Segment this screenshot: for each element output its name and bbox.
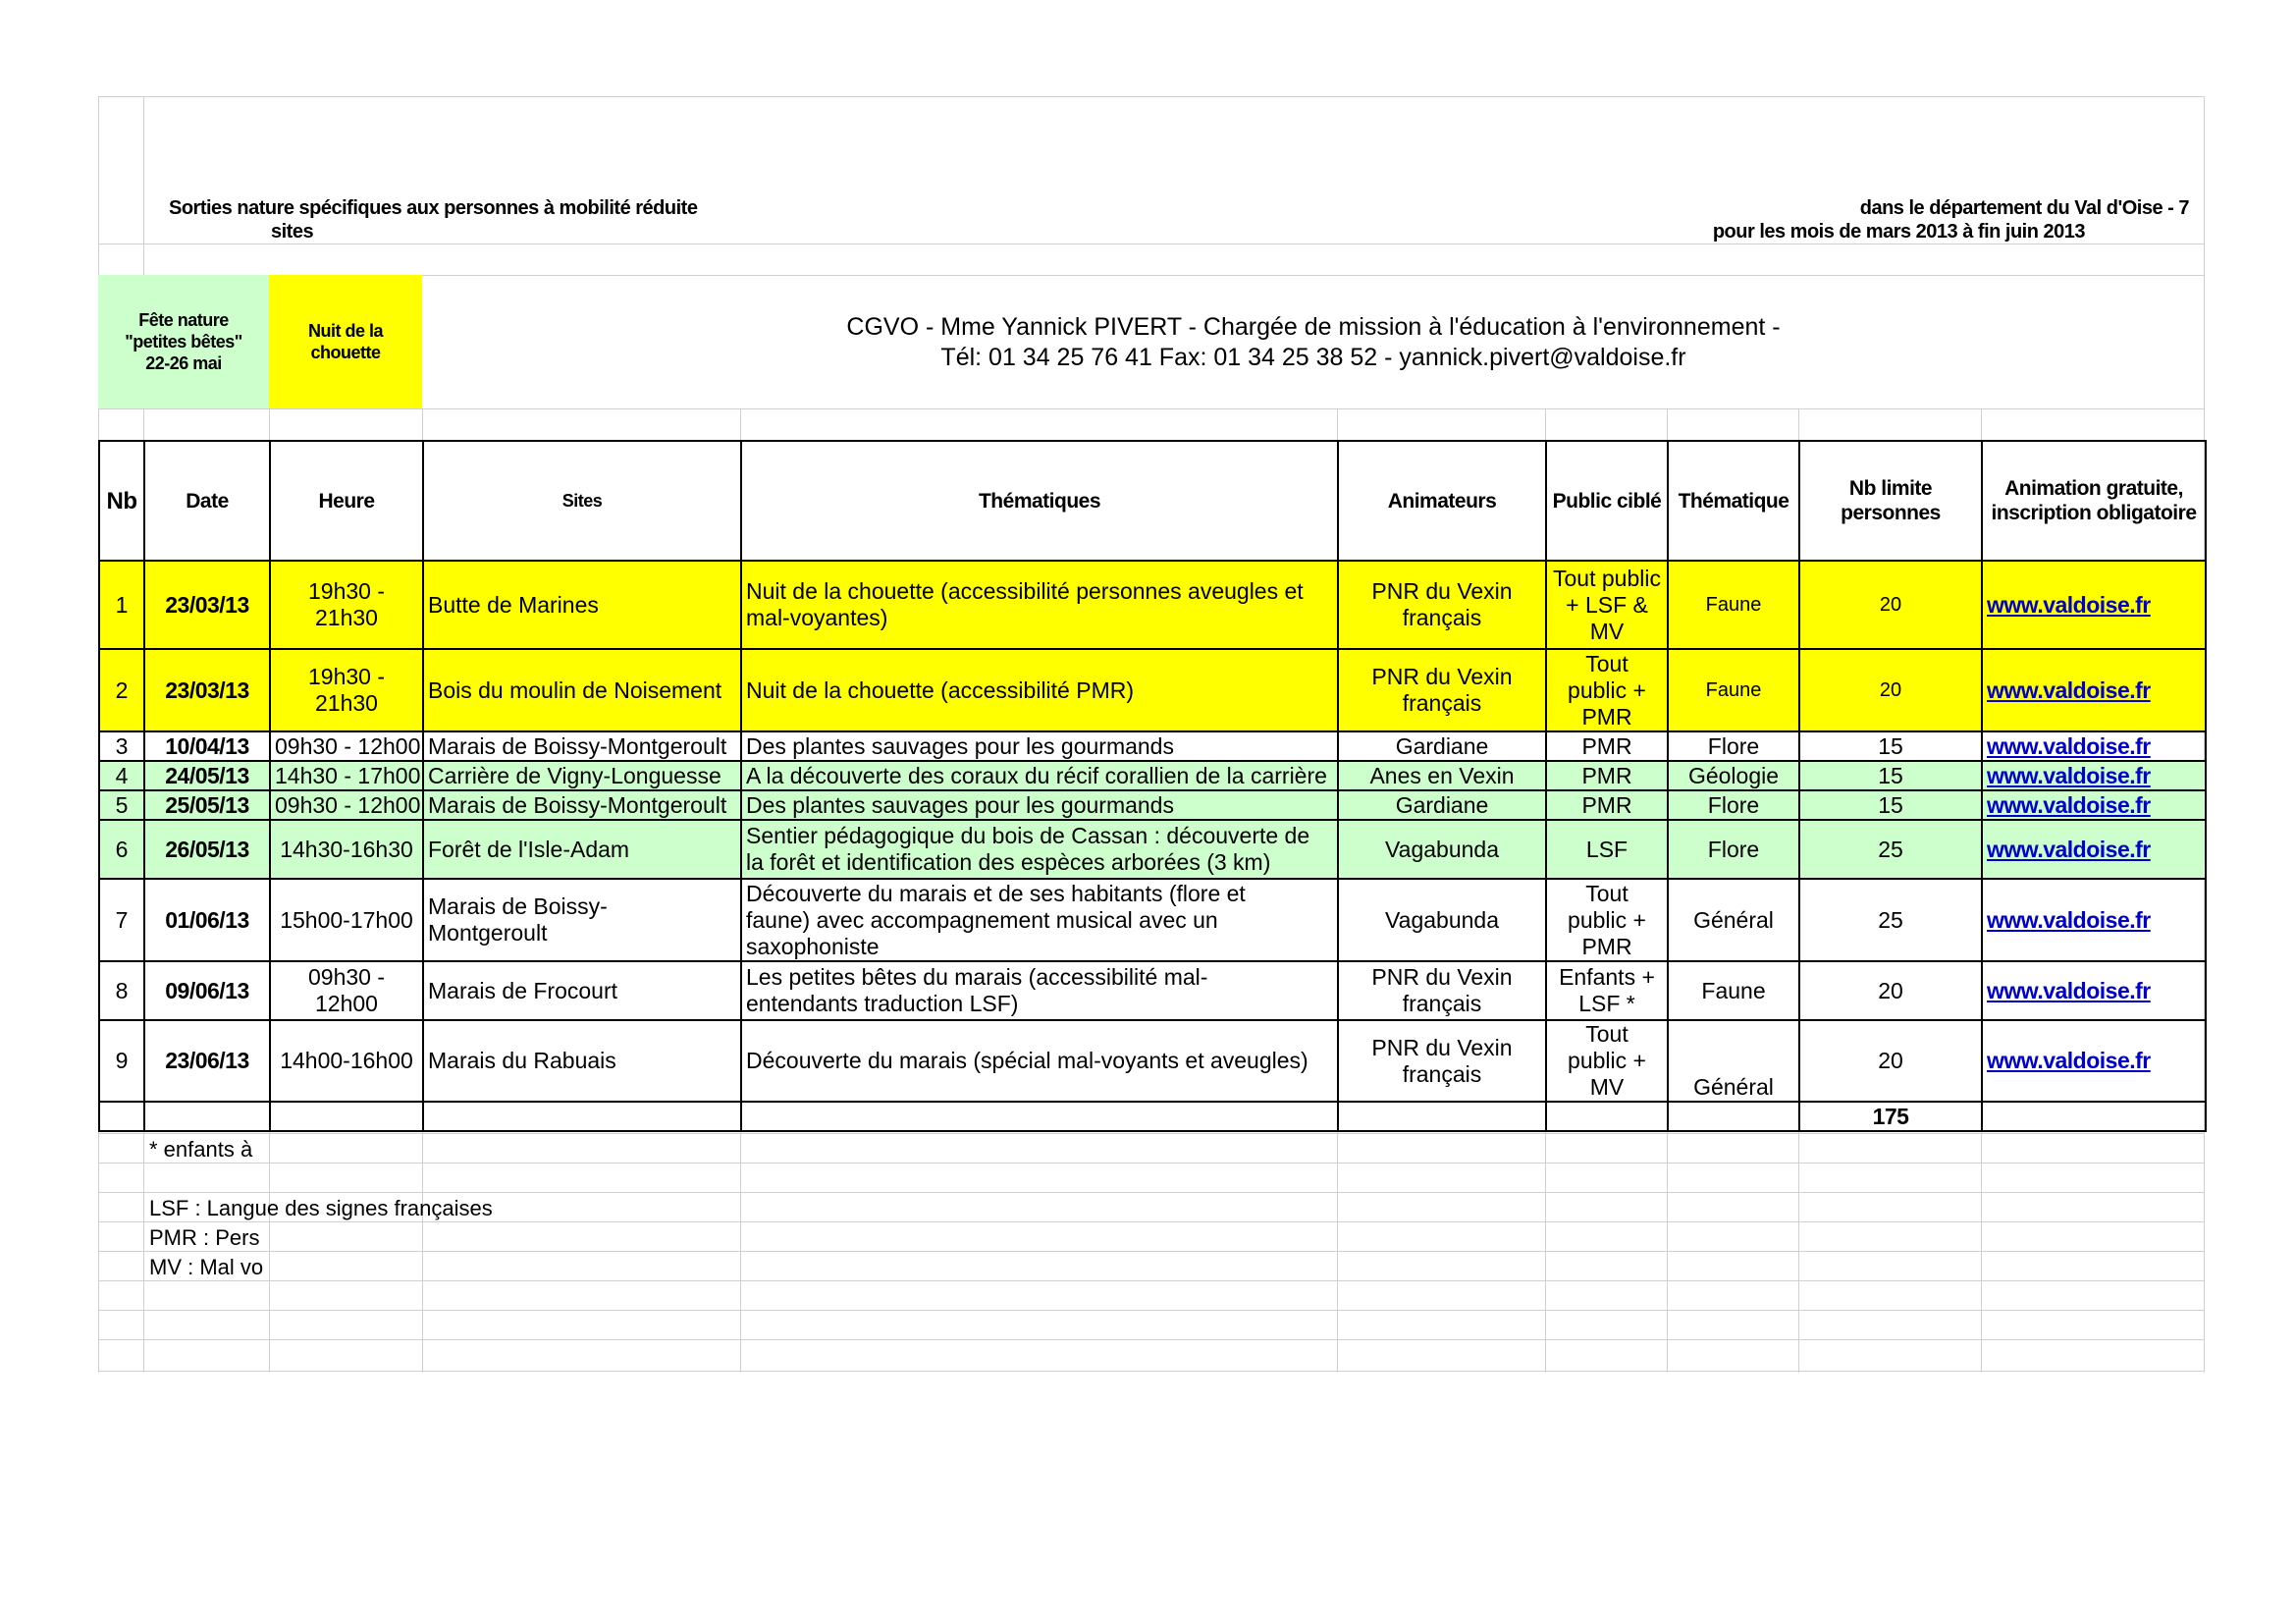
table-row: [99, 790, 2206, 820]
legend-nuit-chouette: Nuit de la chouette: [269, 275, 422, 408]
col-header-thematiques: Thématiques: [741, 441, 1338, 561]
valdoise-link[interactable]: www.valdoise.fr: [1987, 732, 2151, 759]
cell-thematique: Faune: [1668, 561, 1799, 649]
cell-public: Tout public + MV: [1546, 1020, 1668, 1102]
col-header-nb: Nb: [99, 441, 144, 561]
cell-public: Tout public + LSF & MV: [1546, 561, 1668, 649]
grid-line: [98, 1310, 2205, 1311]
cell-site: Marais de Frocourt: [423, 961, 741, 1020]
cell-thematiques: Les petites bêtes du marais (accessibilité mal-entendants traduction LSF): [741, 961, 1338, 1020]
cell-thematiques: Nuit de la chouette (accessibilité personnes aveugles et mal-voyantes): [741, 561, 1338, 649]
table-row: [99, 731, 2206, 761]
cell-empty: [1338, 1102, 1546, 1131]
outings-table: [98, 440, 2207, 1132]
cell-heure: 14h30-16h30: [270, 820, 423, 879]
grid-line: [98, 1339, 2205, 1340]
subtitle-line-1: dans le département du Val d'Oise - 7: [1859, 197, 2189, 219]
cell-lien: [1982, 561, 2206, 649]
contact-line-1: CGVO - Mme Yannick PIVERT - Chargée de mission à l'éducation à l'environnement -: [846, 313, 1781, 341]
cell-thematique: Flore: [1668, 731, 1799, 761]
cell-animateurs: Gardiane: [1338, 790, 1546, 820]
cell-date: 24/05/13: [144, 761, 270, 790]
legend-fete-nature: Fête nature "petites bêtes" 22-26 mai: [98, 275, 269, 408]
cell-empty: [423, 1102, 741, 1131]
grid-line: [98, 1280, 2205, 1281]
valdoise-link[interactable]: www.valdoise.fr: [1987, 762, 2151, 788]
page-title: [169, 196, 856, 243]
grid-line: [98, 408, 2205, 409]
cell-empty: [270, 1102, 423, 1131]
cell-empty: [1546, 1102, 1668, 1131]
cell-thematiques: Nuit de la chouette (accessibilité PMR): [741, 649, 1338, 731]
cell-animateurs: Gardiane: [1338, 731, 1546, 761]
cell-date: 10/04/13: [144, 731, 270, 761]
cell-nb: 8: [99, 961, 144, 1020]
cell-limite: 20: [1799, 1020, 1982, 1102]
valdoise-link[interactable]: www.valdoise.fr: [1987, 791, 2151, 818]
cell-thematique: Général: [1668, 879, 1799, 961]
cell-public: PMR: [1546, 731, 1668, 761]
total-value: 175: [1799, 1102, 1982, 1131]
grid-line: [98, 1192, 2205, 1193]
cell-site: Marais du Rabuais: [423, 1020, 741, 1102]
cell-thematique: Géologie: [1668, 761, 1799, 790]
cell-nb: 6: [99, 820, 144, 879]
col-header-heure: Heure: [270, 441, 423, 561]
cell-lien: [1982, 820, 2206, 879]
cell-thematique: Flore: [1668, 790, 1799, 820]
cell-lien: [1982, 879, 2206, 961]
cell-date: 09/06/13: [144, 961, 270, 1020]
valdoise-link[interactable]: www.valdoise.fr: [1987, 977, 2151, 1003]
cell-date: 25/05/13: [144, 790, 270, 820]
cell-site: Marais de Boissy-Montgeroult: [423, 731, 741, 761]
cell-date: 23/03/13: [144, 561, 270, 649]
cell-limite: 25: [1799, 820, 1982, 879]
cell-limite: 15: [1799, 761, 1982, 790]
cell-nb: 3: [99, 731, 144, 761]
subtitle-line-2: pour les mois de mars 2013 à fin juin 2013: [1712, 221, 2085, 243]
table-row: [99, 761, 2206, 790]
title-line-1: Sorties nature spécifiques aux personnes à mobilité réduite: [169, 197, 698, 219]
cell-empty: [1982, 1102, 2206, 1131]
grid-line: [98, 1251, 2205, 1252]
valdoise-link[interactable]: www.valdoise.fr: [1987, 906, 2151, 933]
grid-line: [98, 1133, 2205, 1134]
spreadsheet-page: [98, 96, 2205, 1373]
cell-animateurs: Anes en Vexin: [1338, 761, 1546, 790]
grid-line: [98, 1371, 2205, 1372]
cell-empty: [99, 1102, 144, 1131]
grid-line: [98, 96, 2205, 97]
cell-heure: 09h30 - 12h00: [270, 961, 423, 1020]
table-row: [99, 649, 2206, 731]
cell-animateurs: PNR du Vexin français: [1338, 961, 1546, 1020]
col-header-nb-limite: Nb limite personnes: [1799, 441, 1982, 561]
table-row: [99, 879, 2206, 961]
cell-thematique: Flore: [1668, 820, 1799, 879]
cell-thematiques: Des plantes sauvages pour les gourmands: [741, 731, 1338, 761]
table-row: [99, 820, 2206, 879]
cell-site: Marais de Boissy-Montgeroult: [423, 790, 741, 820]
cell-heure: 09h30 - 12h00: [270, 790, 423, 820]
col-header-thematique: Thématique: [1668, 441, 1799, 561]
cell-lien: [1982, 761, 2206, 790]
cell-site: Butte de Marines: [423, 561, 741, 649]
cell-nb: 5: [99, 790, 144, 820]
cell-heure: 14h30 - 17h00: [270, 761, 423, 790]
cell-animateurs: PNR du Vexin français: [1338, 649, 1546, 731]
note-mv: MV : Mal vo: [149, 1255, 264, 1279]
cell-limite: 15: [1799, 731, 1982, 761]
cell-nb: 1: [99, 561, 144, 649]
cell-thematiques: A la découverte des coraux du récif corallien de la carrière: [741, 761, 1338, 790]
cell-empty: [144, 1102, 270, 1131]
cell-heure: 19h30 - 21h30: [270, 561, 423, 649]
page-subtitle: [1404, 196, 2189, 243]
cell-heure: 14h00-16h00: [270, 1020, 423, 1102]
cell-site: Marais de Boissy-Montgeroult: [423, 879, 741, 961]
cell-public: Tout public + PMR: [1546, 649, 1668, 731]
contact-line-2: Tél: 01 34 25 76 41 Fax: 01 34 25 38 52 - yannick.pivert@valdoise.fr: [940, 344, 1686, 371]
cell-date: 26/05/13: [144, 820, 270, 879]
cell-site: Forêt de l'Isle-Adam: [423, 820, 741, 879]
cell-site: Bois du moulin de Noisement: [423, 649, 741, 731]
cell-lien: [1982, 961, 2206, 1020]
cell-site: Carrière de Vigny-Longuesse: [423, 761, 741, 790]
cell-thematiques: Découverte du marais et de ses habitants (flore et faune) avec accompagnement musical avec un saxophoniste: [741, 879, 1338, 961]
cell-nb: 7: [99, 879, 144, 961]
cell-thematiques: Des plantes sauvages pour les gourmands: [741, 790, 1338, 820]
table-header-row: [99, 441, 2206, 561]
cell-thematiques: Sentier pédagogique du bois de Cassan : découverte de la forêt et identification des espèces arborées (3 km): [741, 820, 1338, 879]
cell-thematiques: Découverte du marais (spécial mal-voyants et aveugles): [741, 1020, 1338, 1102]
note-lsf: LSF : Langue des signes françaises: [149, 1196, 493, 1220]
cell-limite: 15: [1799, 790, 1982, 820]
contact-info: [422, 312, 2205, 373]
grid-line: [98, 1221, 2205, 1222]
col-header-sites: Sites: [423, 441, 741, 561]
cell-public: Tout public + PMR: [1546, 879, 1668, 961]
cell-heure: 15h00-17h00: [270, 879, 423, 961]
title-line-2: sites: [271, 221, 314, 243]
cell-nb: 4: [99, 761, 144, 790]
cell-thematique: Faune: [1668, 961, 1799, 1020]
valdoise-link[interactable]: www.valdoise.fr: [1987, 676, 2151, 703]
cell-animateurs: PNR du Vexin français: [1338, 561, 1546, 649]
cell-nb: 9: [99, 1020, 144, 1102]
cell-lien: [1982, 1020, 2206, 1102]
cell-thematique: Général: [1668, 1020, 1799, 1102]
note-pmr: PMR : Pers: [149, 1225, 260, 1250]
cell-heure: 09h30 - 12h00: [270, 731, 423, 761]
cell-limite: 20: [1799, 649, 1982, 731]
cell-animateurs: Vagabunda: [1338, 879, 1546, 961]
cell-public: LSF: [1546, 820, 1668, 879]
table-row: [99, 961, 2206, 1020]
cell-public: PMR: [1546, 761, 1668, 790]
cell-nb: 2: [99, 649, 144, 731]
table-row: [99, 561, 2206, 649]
valdoise-link[interactable]: www.valdoise.fr: [1987, 836, 2151, 862]
col-header-animation: Animation gratuite, inscription obligatoire: [1982, 441, 2206, 561]
cell-date: 23/03/13: [144, 649, 270, 731]
cell-lien: [1982, 790, 2206, 820]
cell-limite: 25: [1799, 879, 1982, 961]
cell-limite: 20: [1799, 961, 1982, 1020]
cell-animateurs: PNR du Vexin français: [1338, 1020, 1546, 1102]
valdoise-link[interactable]: www.valdoise.fr: [1987, 591, 2151, 618]
col-header-date: Date: [144, 441, 270, 561]
valdoise-link[interactable]: www.valdoise.fr: [1987, 1048, 2151, 1073]
cell-animateurs: Vagabunda: [1338, 820, 1546, 879]
cell-date: 01/06/13: [144, 879, 270, 961]
table-total-row: [99, 1102, 2206, 1131]
cell-empty: [1668, 1102, 1799, 1131]
cell-limite: 20: [1799, 561, 1982, 649]
table-row: [99, 1020, 2206, 1102]
col-header-animateurs: Animateurs: [1338, 441, 1546, 561]
cell-lien: [1982, 649, 2206, 731]
cell-empty: [741, 1102, 1338, 1131]
cell-heure: 19h30 - 21h30: [270, 649, 423, 731]
cell-thematique: Faune: [1668, 649, 1799, 731]
grid-line: [98, 243, 2205, 244]
note-enfants: * enfants à: [149, 1137, 253, 1162]
col-header-public: Public ciblé: [1546, 441, 1668, 561]
cell-public: PMR: [1546, 790, 1668, 820]
cell-lien: [1982, 731, 2206, 761]
cell-public: Enfants + LSF *: [1546, 961, 1668, 1020]
cell-date: 23/06/13: [144, 1020, 270, 1102]
